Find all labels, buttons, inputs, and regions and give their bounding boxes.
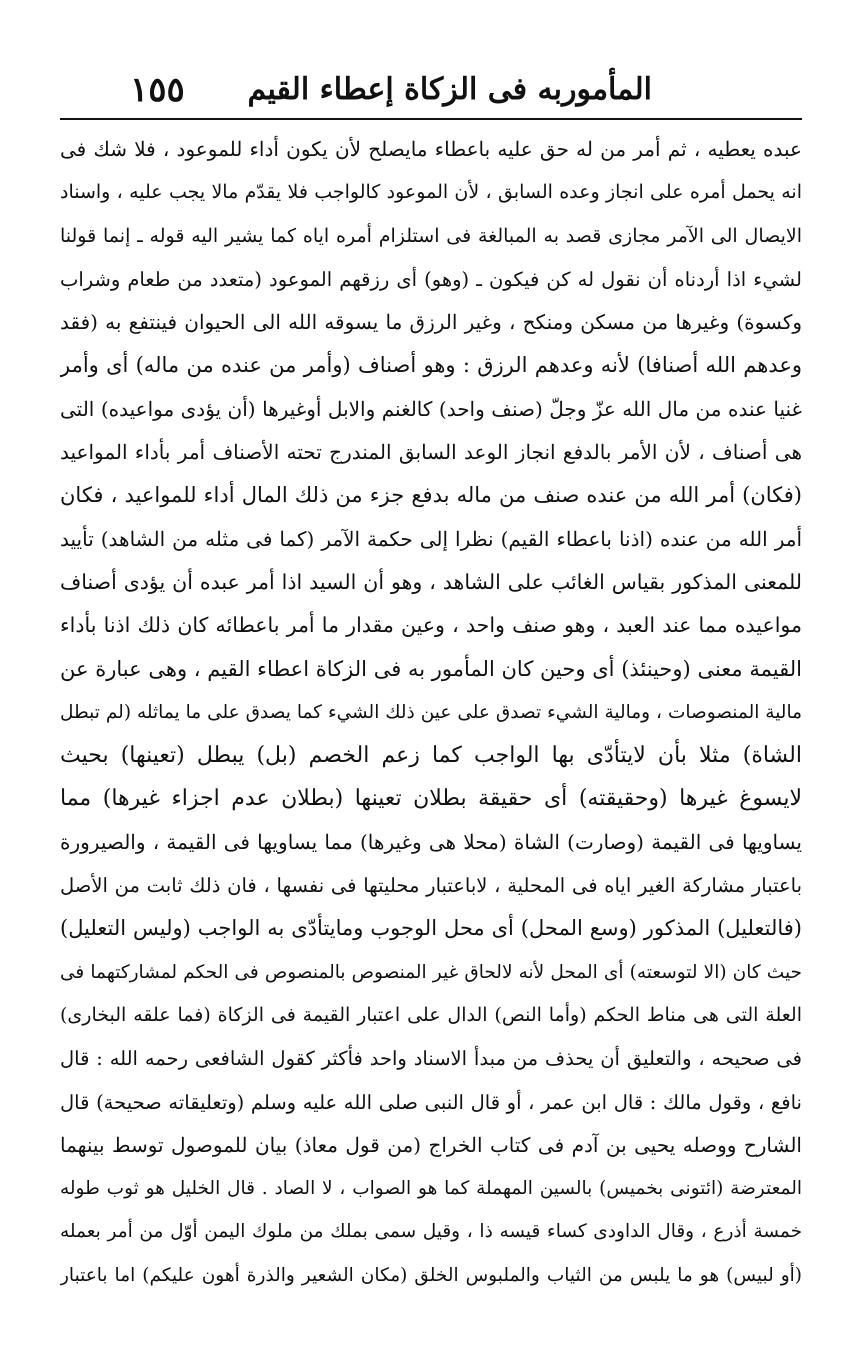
text-line: فى صحيحه ، والتعليق أن يحذف من مبدأ الاسناد واحد فأكثر كقول الشافعى رحمه الله : قال: [60, 1047, 802, 1071]
text-line: لشيء اذا أردناه أن نقول له كن فيكون ـ (وهو) أى رزقهم الموعود (متعدد من طعام وشراب: [60, 267, 802, 291]
text-line: هى أصناف ، لأن الأمر بالدفع انجاز الوعد السابق المندرج تحته الأصناف أمر بأداء المواعيد: [60, 440, 802, 465]
text-line: الشارح ووصله يحيى بن آدم فى كتاب الخراج (من قول معاذ) بيان للموصول توسط بينهما: [60, 1132, 802, 1157]
text-line: (فكان) أمر الله من عنده صنف من ماله بدفع جزء من ذلك المال أداء للمواعيد ، فكان: [60, 483, 802, 508]
text-line: مواعيده مما عند العبد ، وهو صنف واحد ، وعين مقدار ما أمر باعطائه كان ذلك اذنا بأداء: [60, 613, 802, 638]
text-line: القيمة معنى (وحينئذ) أى وحين كان المأمور به فى الزكاة اعطاء القيم ، وهى عبارة عن: [60, 656, 802, 681]
header-divider: [60, 118, 802, 120]
text-line: وكسوة) وغيرها من مسكن ومنكح ، وغير الرزق ما يسوقه الله الى الحيوان فينتفع به (فقد: [60, 310, 802, 335]
text-line: نافع ، وقول مالك : قال ابن عمر ، أو قال النبى صلى الله عليه وسلم (وتعليقاته صحيحة) قال: [60, 1090, 802, 1114]
text-line: انه يحمل أمره على انجاز وعده السابق ، لأن الموعود كالواجب فلا يقدّم مالا يجب عليه ، واسناد: [60, 181, 802, 204]
text-line: غنيا عنده من مال الله عزّ وجلّ (صنف واحد) كالغنم والابل أوغيرها (أن يؤدى مواعيده) التى: [60, 396, 802, 421]
text-line: باعتبار مشاركة الغير اياه فى المحلية ، لاباعتبار محليتها فى نفسها ، فان ذلك ثابت من الأصل: [60, 874, 802, 898]
text-line: أمر الله من عنده (اذنا باعطاء القيم) نظرا إلى حكمة الآمر (كما فى مثله من الشاهد) تأييد: [60, 526, 802, 551]
text-line: يساويها فى القيمة (وصارت) الشاة (محلا هى وغيرها) مما يساويها فى القيمة ، والصيرورة: [60, 829, 802, 854]
body-text: [60, 128, 802, 1297]
text-line: العلة التى هى مناط الحكم (وأما النص) الدال على اعتبار القيمة فى الزكاة (فما علقه البخارى): [60, 1003, 802, 1026]
text-line: الشاة) مثلا بأن لايتأدّى بها الواجب كما زعم الخصم (بل) يبطل (تعينها) بحيث: [60, 743, 802, 769]
header-title: المأموربه فى الزكاة إعطاء القيم: [247, 72, 652, 107]
text-line: الايصال الى الآمر مجازى قصد به المبالغة فى استلزام أمره اياه كما يشير اليه قوله ـ إنما قولنا: [60, 224, 802, 247]
text-line: وعدهم الله أصنافا) لأنه وعدهم الرزق : وهو أصناف (وأمر من عنده من ماله) أى وأمر: [60, 353, 802, 378]
page-header: [60, 62, 802, 118]
text-line: لايسوغ غيرها (وحقيقته) أى حقيقة بطلان تعينها (بطلان عدم اجزاء غيرها) مما: [60, 786, 802, 812]
text-line: (أو لبيس) هو ما يلبس من الثياب والملبوس الخلق (مكان الشعير والذرة أهون عليكم) اما باعتبار: [60, 1264, 802, 1286]
text-line: عبده يعطيه ، ثم أمر من له حق عليه باعطاء مايصلح لأن يكون أداء للموعود ، فلا شك فى: [60, 137, 802, 161]
text-line: مالية المنصوصات ، ومالية الشيء تصدق على عين ذلك الشيء كما يصدق على ما يماثله (لم تبطل: [60, 701, 802, 723]
text-line: المعترضة (ائتونى بخميس) بالسين المهملة كما هو الصواب ، لا الصاد . قال الخليل هو ثوب طوله: [60, 1178, 802, 1200]
text-line: حيث كان (الا لتوسعته) أى المحل لأنه لالحاق غير المنصوص بالمنصوص فى الحكم لمشاركتهما فى: [60, 961, 802, 983]
page-number: ١٥٥: [130, 70, 185, 110]
text-line: خمسة أذرع ، وقال الداودى كساء قيسه ذا ، وقيل سمى بملك من ملوك اليمن أوّل من أمر بعمله: [60, 1221, 802, 1243]
text-line: للمعنى المذكور بقياس الغائب على الشاهد ، وهو أن السيد اذا أمر عبده أن يؤدى أصناف: [60, 569, 802, 594]
text-line: (فالتعليل) المذكور (وسع المحل) أى محل الوجوب ومايتأدّى به الواجب (وليس التعليل): [60, 916, 802, 941]
